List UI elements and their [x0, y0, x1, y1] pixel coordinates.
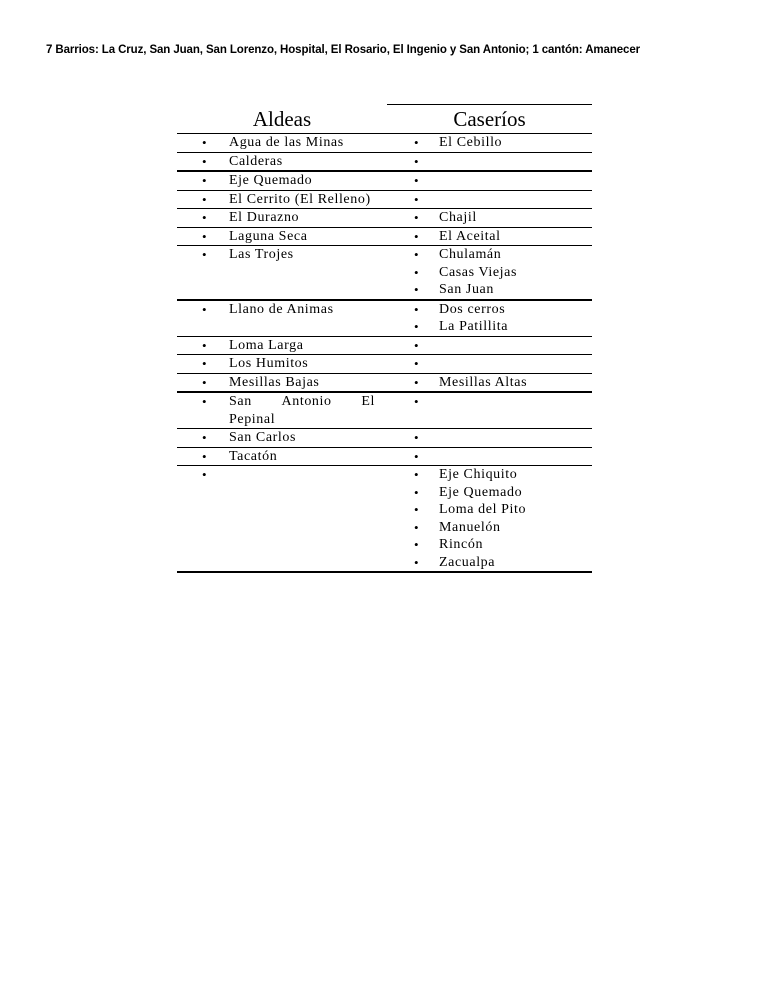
caserios-cell: [387, 429, 592, 448]
bullet-icon: •: [202, 337, 207, 353]
bullet-icon: •: [414, 537, 419, 552]
table-row: [177, 336, 592, 355]
bullet-icon: •: [414, 394, 419, 409]
table-row: [177, 171, 592, 190]
list-item: [177, 374, 379, 392]
caserio-name: El Aceital: [439, 228, 501, 244]
aldea-name: Loma Larga: [229, 337, 304, 353]
caserios-cell: [387, 355, 592, 374]
caserios-cell: [387, 300, 592, 337]
bullet-icon: •: [414, 264, 419, 280]
list-item: [177, 134, 379, 152]
aldea-name: Llano de Animas: [229, 301, 334, 317]
bullet-icon: •: [414, 191, 419, 207]
aldea-cell: [177, 355, 387, 374]
bullet-icon: •: [414, 467, 419, 482]
list-item: [177, 172, 379, 190]
bullet-icon: •: [202, 448, 207, 464]
list-item: [387, 484, 592, 502]
aldea-cell: [177, 300, 387, 337]
bullet-icon: •: [202, 374, 207, 390]
list-item: [387, 246, 592, 264]
caserios-cell: [387, 447, 592, 466]
bullet-icon: •: [414, 173, 419, 188]
aldea-cell: [177, 429, 387, 448]
table-row: [177, 355, 592, 374]
aldea-name-line: [229, 411, 379, 429]
table-row: [177, 134, 592, 153]
caserios-cell: [387, 373, 592, 392]
bullet-icon: •: [202, 228, 207, 244]
bullet-icon: •: [202, 191, 207, 207]
list-item: [387, 355, 592, 373]
list-item: [177, 355, 379, 373]
list-item: [387, 429, 592, 447]
aldea-cell: [177, 227, 387, 246]
caserios-cell: [387, 152, 592, 171]
aldea-cell: [177, 466, 387, 573]
bullet-icon: •: [414, 319, 419, 334]
list-item: [177, 466, 379, 484]
list-item: [387, 554, 592, 572]
bullet-icon: •: [414, 554, 419, 570]
caserio-name: Loma del Pito: [439, 502, 527, 517]
page-heading: 7 Barrios: La Cruz, San Juan, San Lorenzo, Hospital, El Rosario, El Ingenio y San Antonio; 1 cantón: Amanecer: [46, 44, 641, 56]
caserio-name: Eje Quemado: [439, 484, 523, 500]
caserio-name: Zacualpa: [439, 554, 496, 570]
bullet-icon: •: [414, 210, 419, 225]
caserio-name: Chajil: [439, 210, 477, 225]
table-row: [177, 300, 592, 337]
list-item: [387, 209, 592, 227]
bullet-icon: •: [414, 502, 419, 517]
list-item: [387, 172, 592, 190]
bullet-icon: •: [414, 484, 419, 500]
table-row: [177, 246, 592, 300]
aldea-cell: [177, 190, 387, 209]
aldea-name: [229, 393, 379, 428]
list-item: [387, 281, 592, 299]
list-item: [177, 448, 379, 466]
aldea-cell: [177, 336, 387, 355]
list-item: [387, 153, 592, 171]
caserios-cell: [387, 227, 592, 246]
caserios-header: Caseríos: [387, 105, 592, 134]
bullet-icon: •: [202, 430, 207, 445]
bullet-icon: •: [414, 519, 419, 535]
caserios-cell: [387, 134, 592, 153]
table-row: [177, 429, 592, 448]
aldea-name: Agua de las Minas: [229, 135, 344, 150]
aldea-name: Los Humitos: [229, 356, 309, 371]
list-item: [387, 301, 592, 319]
aldea-cell: [177, 447, 387, 466]
list-item: [387, 501, 592, 519]
list-item: [177, 191, 379, 209]
list-item: [177, 301, 379, 319]
caserio-name: Rincón: [439, 537, 484, 552]
list-item: [387, 374, 592, 392]
list-item: [387, 337, 592, 355]
aldea-cell: [177, 392, 387, 429]
bullet-icon: •: [202, 356, 207, 371]
bullet-icon: •: [202, 467, 207, 482]
bullet-icon: •: [414, 228, 419, 244]
table-row: [177, 227, 592, 246]
list-item: [387, 191, 592, 209]
table-row: [177, 190, 592, 209]
aldea-name-word: El: [361, 394, 375, 409]
caserios-cell: [387, 336, 592, 355]
bullet-icon: •: [414, 301, 419, 317]
list-item: [387, 519, 592, 537]
caserios-cell: [387, 246, 592, 300]
aldea-cell: [177, 373, 387, 392]
list-item: [177, 393, 379, 428]
list-item: [177, 429, 379, 447]
aldea-name: El Cerrito (El Relleno): [229, 191, 371, 207]
bullet-icon: •: [414, 153, 419, 169]
aldea-name-word: Pepinal: [229, 411, 276, 427]
aldeas-header: Aldeas: [177, 105, 387, 134]
bullet-icon: •: [202, 394, 207, 409]
aldea-name: Tacatón: [229, 448, 278, 464]
table-row: [177, 152, 592, 171]
bullet-icon: •: [414, 356, 419, 371]
aldea-name: Eje Quemado: [229, 173, 313, 188]
aldea-name-line: [229, 393, 379, 411]
caserio-name: San Juan: [439, 282, 494, 297]
caserio-name: Eje Chiquito: [439, 467, 518, 482]
aldea-cell: [177, 246, 387, 300]
list-item: [387, 448, 592, 466]
bullet-icon: •: [414, 135, 419, 150]
bullet-icon: •: [414, 448, 419, 464]
bullet-icon: •: [414, 430, 419, 445]
bullet-icon: •: [202, 301, 207, 317]
aldea-name-word: Antonio: [281, 394, 332, 409]
list-item: [177, 246, 379, 264]
caserio-name: Chulamán: [439, 247, 502, 262]
bullet-icon: •: [202, 173, 207, 188]
caserio-name: La Patillita: [439, 319, 509, 334]
table-row: [177, 373, 592, 392]
aldea-cell: [177, 171, 387, 190]
caserios-cell: [387, 392, 592, 429]
table-row: [177, 392, 592, 429]
bullet-icon: •: [414, 374, 419, 390]
aldeas-caserios-table: [177, 104, 592, 573]
caserios-cell: [387, 190, 592, 209]
aldea-cell: [177, 209, 387, 228]
table-row: [177, 466, 592, 573]
caserio-name: Dos cerros: [439, 301, 506, 317]
bullet-icon: •: [414, 282, 419, 297]
aldea-name-word: San: [229, 394, 252, 409]
list-item: [387, 393, 592, 411]
aldea-name: El Durazno: [229, 210, 300, 225]
table-row: [177, 447, 592, 466]
aldea-name: San Carlos: [229, 430, 297, 445]
caserios-cell: [387, 466, 592, 573]
list-item: [387, 466, 592, 484]
aldea-name: Mesillas Bajas: [229, 374, 320, 390]
list-item: [387, 228, 592, 246]
caserio-name: Mesillas Altas: [439, 374, 528, 390]
bullet-icon: •: [202, 210, 207, 225]
aldea-name: Laguna Seca: [229, 228, 308, 244]
bullet-icon: •: [202, 153, 207, 169]
caserios-cell: [387, 209, 592, 228]
aldea-name: Calderas: [229, 153, 283, 169]
list-item: [177, 337, 379, 355]
caserio-name: Casas Viejas: [439, 264, 518, 280]
bullet-icon: •: [414, 337, 419, 353]
caserio-name: Manuelón: [439, 519, 501, 535]
table-row: [177, 209, 592, 228]
bullet-icon: •: [202, 135, 207, 150]
caserio-name: El Cebillo: [439, 135, 503, 150]
list-item: [177, 153, 379, 171]
bullet-icon: •: [414, 247, 419, 262]
list-item: [387, 318, 592, 336]
table-header-row: [177, 105, 592, 134]
list-item: [387, 134, 592, 152]
aldea-cell: [177, 134, 387, 153]
list-item: [177, 209, 379, 227]
list-item: [177, 228, 379, 246]
aldea-cell: [177, 152, 387, 171]
table-body: [177, 134, 592, 573]
aldea-name: Las Trojes: [229, 247, 294, 262]
list-item: [387, 264, 592, 282]
list-item: [387, 536, 592, 554]
bullet-icon: •: [202, 247, 207, 262]
caserios-cell: [387, 171, 592, 190]
